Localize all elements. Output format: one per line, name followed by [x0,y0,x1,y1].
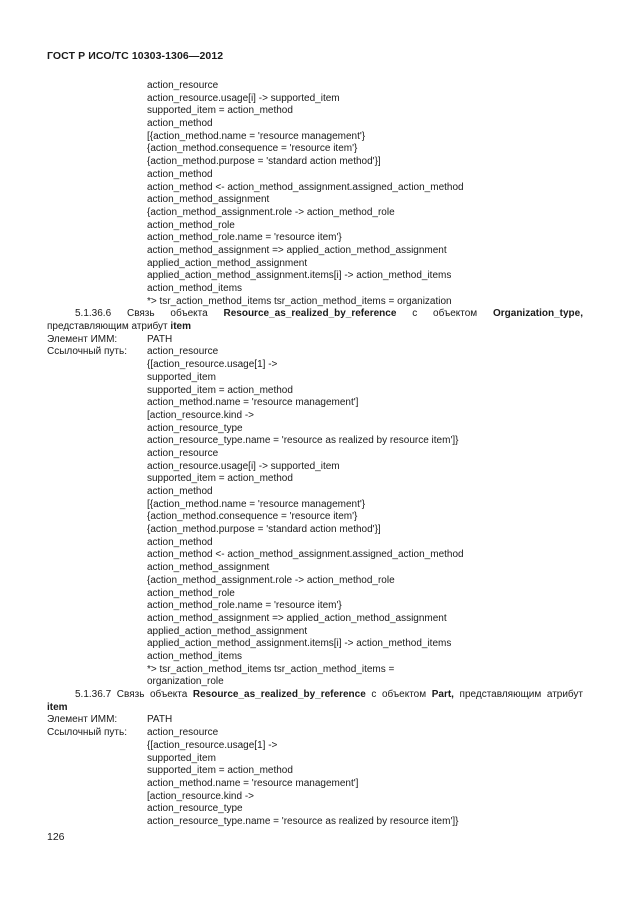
path-line: action_method.name = 'resource management'] [147,777,359,789]
path-line: supported_item [147,752,216,764]
reference-path-label: Ссылочный путь: [47,727,127,739]
reference-path-label: Ссылочный путь: [47,346,127,358]
path-line: action_method_assignment [147,562,270,574]
element-row [47,334,587,347]
path-line: organization_role [147,676,224,688]
path-line: action_resource.usage[i] -> supported_item [147,460,340,472]
section-number: 5.1.36.7 [75,689,112,701]
path-line: action_method_assignment [147,194,270,206]
path-line: action_resource_type.name = 'resource as realized by resource item']} [147,435,459,447]
path-line: action_method [147,118,213,130]
path-line: action_method_items [147,650,243,662]
path-line: applied_action_method_assignment.items[i] -> action_method_items [147,270,452,282]
reference-path-block [47,80,587,308]
element-value: PATH [147,714,173,726]
path-line: action_method_role [147,219,235,231]
reference-path-row [47,346,587,359]
path-line: action_method_assignment => applied_action_method_assignment [147,612,447,624]
element-label: Элемент ИММ: [47,714,118,726]
path-line: action_method_role.name = 'resource item'} [147,232,342,244]
path-line: action_method [147,168,213,180]
path-line: action_resource [147,447,219,459]
path-line: action_method <- action_method_assignment.assigned_action_method [147,181,464,193]
path-line: action_method <- action_method_assignment.assigned_action_method [147,549,464,561]
path-line: supported_item = action_method [147,105,293,117]
path-line: {action_method.consequence = 'resource item'} [147,511,358,523]
path-line: [{action_method.name = 'resource management'} [147,498,366,510]
path-line: {action_method_assignment.role -> action_method_role [147,206,395,218]
path-line: [{action_method.name = 'resource management'} [147,130,366,142]
reference-path-row [47,727,587,740]
section-heading-5-1-36-6: 5.1.36.6 Связь объекта Resource_as_realized_by_reference с объектом Organization_type, представляющим атрибут item [47,308,583,333]
path-line: [action_resource.kind -> [147,790,255,802]
path-line: supported_item = action_method [147,765,293,777]
path-line: action_method [147,536,213,548]
element-label: Элемент ИММ: [47,333,118,345]
path-line: action_resource.usage[i] -> supported_item [147,92,340,104]
path-line: action_method_items [147,283,243,294]
page-content [47,80,587,829]
path-line: *> tsr_action_method_items tsr_action_method_items = [147,663,395,675]
reference-path-block [47,359,587,689]
path-line: action_method_assignment => applied_action_method_assignment [147,244,447,256]
path-line: supported_item [147,371,216,383]
path-line: action_method_role [147,587,235,599]
path-line: {action_method.purpose = 'standard action method'}] [147,156,381,168]
path-line: {[action_resource.usage[1] -> [147,739,278,751]
path-line: {action_method_assignment.role -> action_method_role [147,574,395,586]
path-line: [action_resource.kind -> [147,409,255,421]
document-header: ГОСТ Р ИСО/ТС 10303-1306—2012 [47,50,224,62]
path-line: action_resource_type [147,422,243,434]
path-line: applied_action_method_assignment.items[i] -> action_method_items [147,638,452,650]
path-line: supported_item = action_method [147,473,293,485]
path-line: {action_method.purpose = 'standard action method'}] [147,524,381,536]
path-line: action_resource [147,80,219,91]
section-heading-5-1-36-7: 5.1.36.7 Связь объекта Resource_as_realized_by_reference с объектом Part, представляющим атрибут item [47,689,584,713]
path-line: applied_action_method_assignment [147,257,308,269]
path-line: action_method [147,486,213,498]
path-line: supported_item = action_method [147,384,293,396]
path-line: {[action_resource.usage[1] -> [147,359,278,371]
path-line: action_method_role.name = 'resource item'} [147,600,342,612]
path-line: *> tsr_action_method_items tsr_action_method_items = organization [147,295,452,307]
element-row [47,714,587,727]
path-line: applied_action_method_assignment [147,625,308,637]
path-line: action_resource_type.name = 'resource as realized by resource item']} [147,815,459,827]
path-line: {action_method.consequence = 'resource item'} [147,143,358,155]
element-value: PATH [147,333,173,345]
reference-path-block [47,740,587,829]
page-number: 126 [47,831,65,843]
path-line: action_method.name = 'resource management'] [147,397,359,409]
path-line: action_resource_type [147,803,243,815]
reference-path-first-line: action_resource [147,727,219,739]
reference-path-first-line: action_resource [147,346,219,358]
section-number: 5.1.36.6 [75,308,112,320]
